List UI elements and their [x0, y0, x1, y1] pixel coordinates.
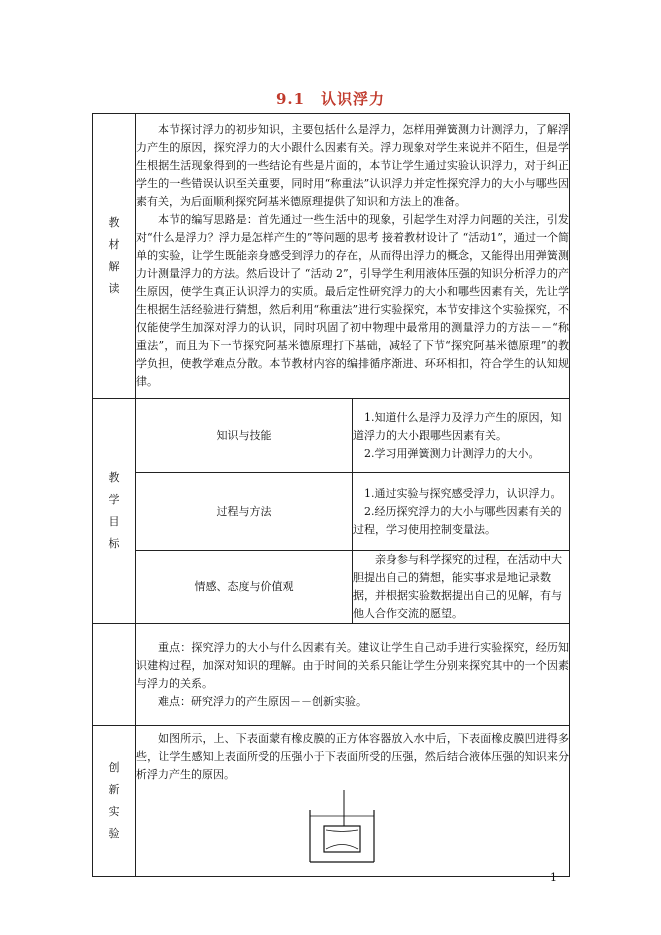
- lesson-plan-table: [92, 113, 570, 877]
- knowledge-skills-label: 知识与技能: [136, 399, 353, 473]
- knowledge-skills-content: 1.知道什么是浮力及浮力产生的原因，知道浮力的大小跟哪些因素有关。 2.学习用弹簧测力计测浮力的大小。: [353, 399, 570, 473]
- goals-label: 教 学 目 标: [93, 399, 136, 624]
- emotion-values-content: 亲身参与科学探究的过程，在活动中大胆提出自己的猜想，能实事求是地记录数据，并根据实验数据提出自己的见解，有与他人合作交流的愿望。: [353, 551, 570, 624]
- process-methods-label: 过程与方法: [136, 473, 353, 551]
- innovation-text: 如图所示，上、下表面蒙有橡皮膜的正方体容器放入水中后，下表面橡皮膜凹进得多些，让学生感知上表面所受的压强小于下表面所受的压强，然后结合液体压强的知识来分析浮力产生的原因。: [136, 732, 569, 781]
- emotion-values-label: 情感、态度与价值观: [136, 551, 353, 624]
- key-points-content: [136, 624, 570, 726]
- reading-content: [136, 114, 570, 399]
- innovation-label: 创 新 实 验: [93, 726, 136, 877]
- experiment-diagram: [304, 790, 380, 866]
- innovation-content: [136, 726, 570, 877]
- page-number: 1: [550, 871, 557, 884]
- page-title: 9.1 认识浮力: [275, 90, 386, 108]
- reading-paragraph-1: 本节探讨浮力的初步知识，主要包括什么是浮力，怎样用弹簧测力计测浮力，了解浮力产生的原因，探究浮力的大小跟什么因素有关。浮力现象对学生来说并不陌生，但是学生根据生活现象得到的一些结论有些是片面的，本节让学生通过实验认识浮力，对于纠正学生的一些错误认识至关重要，同时用“称重法”认识浮力并定性探究浮力的大小与哪些因素有关，为后面顺利探究阿基米德原理提供了知识和方法上的准备。: [136, 123, 569, 208]
- focus-text: 重点：探究浮力的大小与什么因素有关。建议让学生自己动手进行实验探究，经历知识建构过程，加深对知识的理解。由于时间的关系只能让学生分别来探究其中的一个因素与浮力的关系。: [136, 640, 569, 690]
- difficulty-text: 难点：研究浮力的产生原因－－创新实验。: [158, 694, 367, 708]
- key-points-label: [93, 624, 136, 726]
- reading-paragraph-2: 本节的编写思路是：首先通过一些生活中的现象，引起学生对浮力问题的关注，引发对“什么是浮力？浮力是怎样产生的”等问题的思考 接着教材设计了 “活动1”，通过一个简单的实验，让学生既能亲身感受到浮力的存在，从而得出浮力的概念，又能得出用弹簧测力计测量浮力的方法。然后设计了 “活动 2”，引导学生利用液体压强的知识分析浮力的产生原因，使学生真正认识浮力的实质。最后定性研究浮力的大小和哪些因素有关，先让学生根据生活经验进行猜想，然后利用“称重法”进行实验探究，本节安排这个实验探究，不仅能使学生加深对浮力的认识，同时巩固了初中物理中最常用的测量浮力的方法－－“称重法”，而且为下一节探究阿基米德原理打下基础，减轻了下节“探究阿基米德原理”的教学负担，使教学难点分散。本节教材内容的编排循序渐进、环环相扣，符合学生的认知规律。: [136, 213, 569, 388]
- reading-label: 教 材 解 读: [93, 114, 136, 399]
- process-methods-content: 1.通过实验与探究感受浮力，认识浮力。 2.经历探究浮力的大小与哪些因素有关的过程，学习使用控制变量法。: [353, 473, 570, 551]
